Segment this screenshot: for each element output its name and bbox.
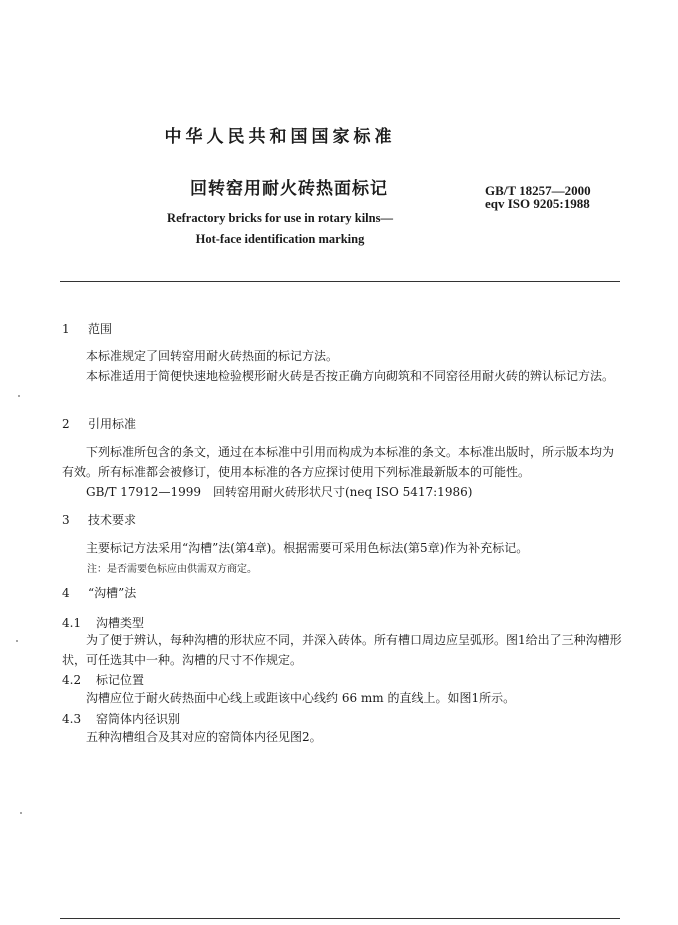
section-4-heading [62, 584, 136, 601]
section-title: 窑筒体内径识别 [96, 712, 181, 726]
standard-code: GB/T 18257—2000 [485, 183, 591, 198]
section-4-2-paragraph: 沟槽应位于耐火砖热面中心线上或距该中心线约 66 mm 的直线上。如图1所示。 [86, 691, 516, 705]
section-2-paragraph: 下列标准所包含的条文，通过在本标准中引用而构成为本标准的条文。本标准出版时，所示版本均为有效。所有标准都会被修订，使用本标准的各方应探讨使用下列标准最新版本的可能性。 [62, 445, 615, 479]
referenced-standard: GB/T 17912—1999 回转窑用耐火砖形状尺寸(neq ISO 5417:1986) [86, 485, 473, 499]
scan-speck [18, 395, 20, 397]
section-title: 技术要求 [88, 513, 137, 527]
scan-speck [20, 812, 22, 814]
scan-speck [16, 640, 18, 642]
footer-rule [60, 918, 620, 919]
section-number: 4.3 [62, 712, 82, 726]
equivalent-standard: eqv ISO 9205:1988 [485, 196, 590, 211]
section-number: 3 [62, 513, 70, 527]
section-number: 1 [62, 322, 70, 336]
section-1-paragraph-1: 本标准规定了回转窑用耐火砖热面的标记方法。 [86, 349, 339, 363]
section-title: 标记位置 [96, 673, 145, 687]
chinese-title: 回转窑用耐火砖热面标记 [190, 179, 388, 199]
english-title-line-1: Refractory bricks for use in rotary kilns— [167, 211, 393, 225]
section-number: 2 [62, 417, 70, 431]
section-3-heading [62, 511, 136, 528]
english-title-line-2: Hot-face identification marking [195, 232, 365, 246]
header-rule [60, 281, 620, 282]
section-4-2-heading [62, 671, 144, 688]
section-4-1-heading [62, 614, 144, 631]
section-title: “沟槽”法 [88, 586, 137, 600]
section-number: 4.2 [62, 673, 82, 687]
section-2-heading [62, 415, 136, 432]
section-title: 范围 [88, 322, 113, 336]
section-4-3-paragraph: 五种沟槽组合及其对应的窑筒体内径见图2。 [86, 730, 322, 744]
section-title: 引用标准 [88, 417, 137, 431]
section-3-note: 注：是否需要色标应由供需双方商定。 [87, 564, 257, 575]
section-number: 4 [62, 586, 70, 600]
section-title: 沟槽类型 [96, 616, 145, 630]
section-1-heading [62, 320, 112, 337]
section-4-3-heading [62, 710, 180, 727]
section-number: 4.1 [62, 616, 82, 630]
section-1-paragraph-2: 本标准适用于简便快速地检验楔形耐火砖是否按正确方向砌筑和不同窑径用耐火砖的辨认标记方法。 [86, 369, 615, 383]
section-4-1-paragraph: 为了便于辨认，每种沟槽的形状应不同，并深入砖体。所有槽口周边应呈弧形。图1给出了三种沟槽形状，可任选其中一种。沟槽的尺寸不作规定。 [62, 633, 622, 667]
section-3-paragraph: 主要标记方法采用“沟槽”法(第4章)。根据需要可采用色标法(第5章)作为补充标记。 [86, 541, 529, 555]
national-standard-heading: 中华人民共和国国家标准 [164, 127, 396, 147]
